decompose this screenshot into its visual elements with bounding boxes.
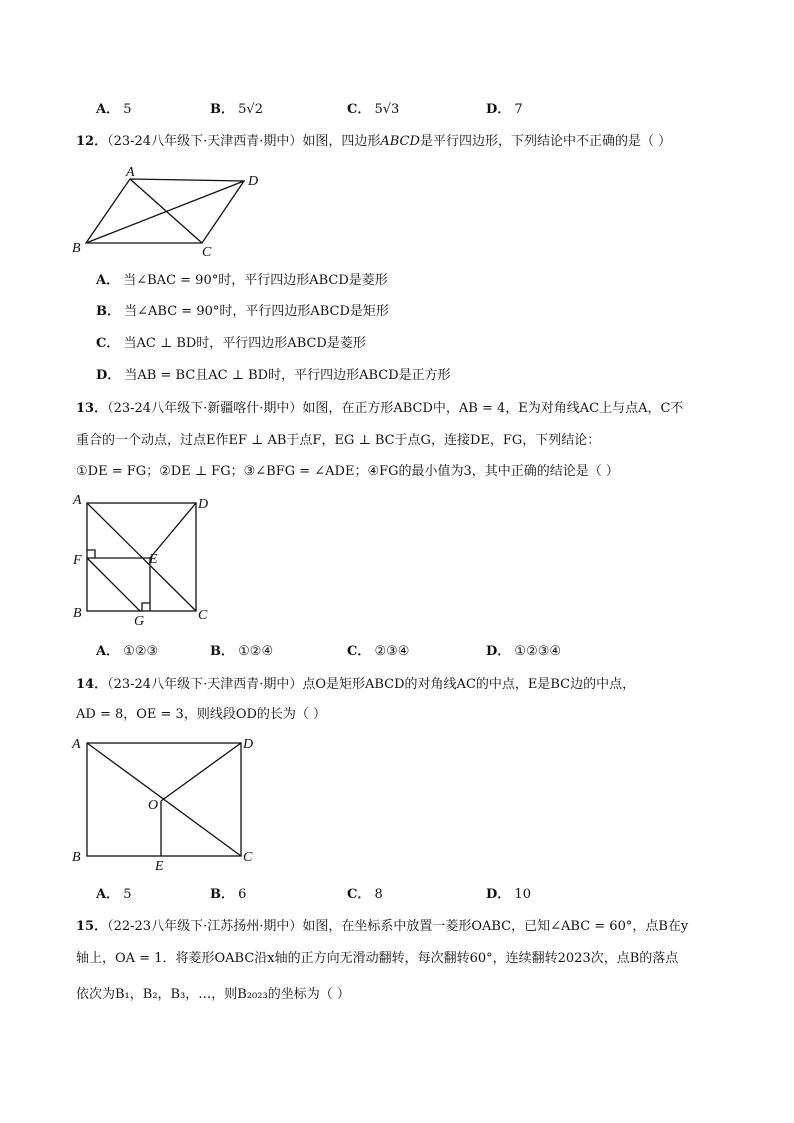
q11-option-b[interactable]	[210, 101, 263, 119]
option-text: 当AB = BC且AC ⊥ BD时，平行四边形ABCD是正方形	[124, 368, 451, 383]
option-letter: D．	[486, 887, 511, 902]
q14-option-a[interactable]	[96, 886, 132, 904]
q12-option-a[interactable]	[96, 272, 388, 290]
q15-stem-line2	[76, 950, 678, 968]
question-source: （23-24八年级下·天津西青·期中）	[107, 134, 303, 149]
option-letter: B．	[210, 887, 234, 902]
option-text: 6	[238, 887, 247, 902]
label-d: D	[409, 134, 420, 149]
question-text: ①DE = FG；②DE ⊥ FG；③∠BFG = ∠ADE；④FG的最小值为3，其中正确的结论是（ ）	[76, 464, 619, 479]
q15-stem-line3	[76, 986, 350, 1004]
question-text: 如图，四边形	[302, 134, 381, 149]
q14-stem-line2	[76, 706, 326, 724]
label-c: C	[399, 134, 410, 149]
vertex-a-label: A	[72, 737, 81, 752]
q13-stem-line3	[76, 463, 619, 481]
q13-square-figure	[64, 490, 224, 630]
q12-option-d[interactable]	[96, 367, 451, 385]
option-text: ②③④	[374, 644, 410, 659]
vertex-d-label: D	[198, 497, 209, 512]
question-number: 14．	[76, 677, 108, 692]
option-text: 10	[514, 887, 531, 902]
vertex-b-label: B	[72, 241, 81, 256]
option-text: 当∠ABC = 90°时，平行四边形ABCD是矩形	[124, 304, 389, 319]
question-text: 如图，在正方形ABCD中，AB = 4，E为对角线AC上与点A，C不	[302, 401, 684, 416]
q13-option-b[interactable]	[210, 643, 273, 661]
option-letter: A．	[96, 644, 120, 659]
vertex-a-label: A	[73, 493, 82, 508]
q12-option-b[interactable]	[96, 303, 389, 321]
option-text: 当∠BAC = 90°时，平行四边形ABCD是菱形	[123, 273, 388, 288]
point-g-label: G	[134, 614, 145, 629]
question-text: 如图，在坐标系中放置一菱形OABC，已知∠ABC = 60°，点B在y	[302, 919, 689, 934]
option-letter: B．	[210, 644, 234, 659]
vertex-c-label: C	[202, 245, 212, 260]
q12-stem	[76, 133, 671, 151]
question-text: 点O是矩形ABCD的对角线AC的中点，E是BC边的中点，	[302, 677, 636, 692]
option-letter: A．	[96, 273, 120, 288]
q13-option-d[interactable]	[486, 643, 561, 661]
q14-option-b[interactable]	[210, 886, 246, 904]
option-text: 当AC ⊥ BD时，平行四边形ABCD是菱形	[123, 336, 366, 351]
option-text: ①②③	[123, 644, 159, 659]
option-text: 5	[123, 102, 132, 117]
option-text: 5	[123, 887, 132, 902]
label-a: A	[380, 134, 390, 149]
option-letter: D．	[486, 644, 511, 659]
option-text: ①②④	[238, 644, 274, 659]
vertex-d-label: D	[243, 737, 254, 752]
q12-option-c[interactable]	[96, 335, 366, 353]
point-o-label: O	[148, 798, 159, 813]
q11-option-a[interactable]	[96, 101, 132, 119]
option-letter: B．	[96, 304, 120, 319]
option-text: 8	[374, 887, 383, 902]
q12-parallelogram-figure	[66, 160, 266, 260]
q14-option-c[interactable]	[347, 886, 383, 904]
q11-option-c[interactable]	[347, 101, 399, 119]
option-letter: C．	[347, 887, 371, 902]
option-text: 5√3	[374, 102, 400, 117]
question-number: 12．	[76, 134, 108, 149]
q14-option-d[interactable]	[486, 886, 531, 904]
question-text: 重合的一个动点，过点E作EF ⊥ AB于点F，EG ⊥ BC于点G，连接DE，FG，下列结论：	[76, 433, 601, 448]
q13-option-c[interactable]	[347, 643, 409, 661]
option-letter: D．	[96, 368, 121, 383]
question-number: 15．	[76, 919, 108, 934]
option-letter: A．	[96, 887, 120, 902]
q14-stem-line1	[76, 676, 635, 694]
q11-option-d[interactable]	[486, 101, 523, 119]
vertex-b-label: B	[73, 606, 82, 621]
option-letter: C．	[347, 644, 371, 659]
option-text: 5√2	[238, 102, 263, 117]
point-f-label: F	[73, 553, 82, 568]
question-text: AD = 8，OE = 3，则线段OD的长为（ ）	[76, 707, 327, 722]
question-source: （22-23八年级下·江苏扬州·期中）	[107, 919, 303, 934]
vertex-b-label: B	[72, 850, 81, 865]
question-source: （23-24八年级下·天津西青·期中）	[107, 677, 303, 692]
question-text: 依次为B₁，B₂，B₃，…，则B₂₀₂₃的坐标为（ ）	[76, 987, 350, 1002]
option-letter: C．	[347, 102, 371, 117]
option-letter: D．	[486, 102, 511, 117]
option-letter: C．	[96, 336, 120, 351]
question-text: 轴上，OA = 1．将菱形OABC沿x轴的正方向无滑动翻转，每次翻转60°，连续翻转2023次，点B的落点	[76, 951, 679, 966]
vertex-d-label: D	[248, 174, 259, 189]
point-e-label: E	[155, 859, 164, 870]
vertex-c-label: C	[198, 608, 208, 623]
vertex-c-label: C	[243, 850, 253, 865]
question-source: （23-24八年级下·新疆喀什·期中）	[107, 401, 303, 416]
question-number: 13．	[76, 401, 108, 416]
option-text: 7	[514, 102, 523, 117]
q13-option-a[interactable]	[96, 643, 158, 661]
option-text: ①②③④	[514, 644, 562, 659]
label-b: B	[389, 134, 400, 149]
q13-stem-line1	[76, 400, 683, 418]
q13-stem-line2	[76, 432, 600, 450]
vertex-a-label: A	[126, 165, 135, 180]
q14-rectangle-figure	[64, 730, 264, 870]
option-letter: A．	[96, 102, 120, 117]
point-e-label: E	[149, 552, 158, 567]
question-text: 是平行四边形，下列结论中不正确的是（ ）	[419, 134, 672, 149]
q15-stem-line1	[76, 918, 688, 936]
option-letter: B．	[210, 102, 234, 117]
